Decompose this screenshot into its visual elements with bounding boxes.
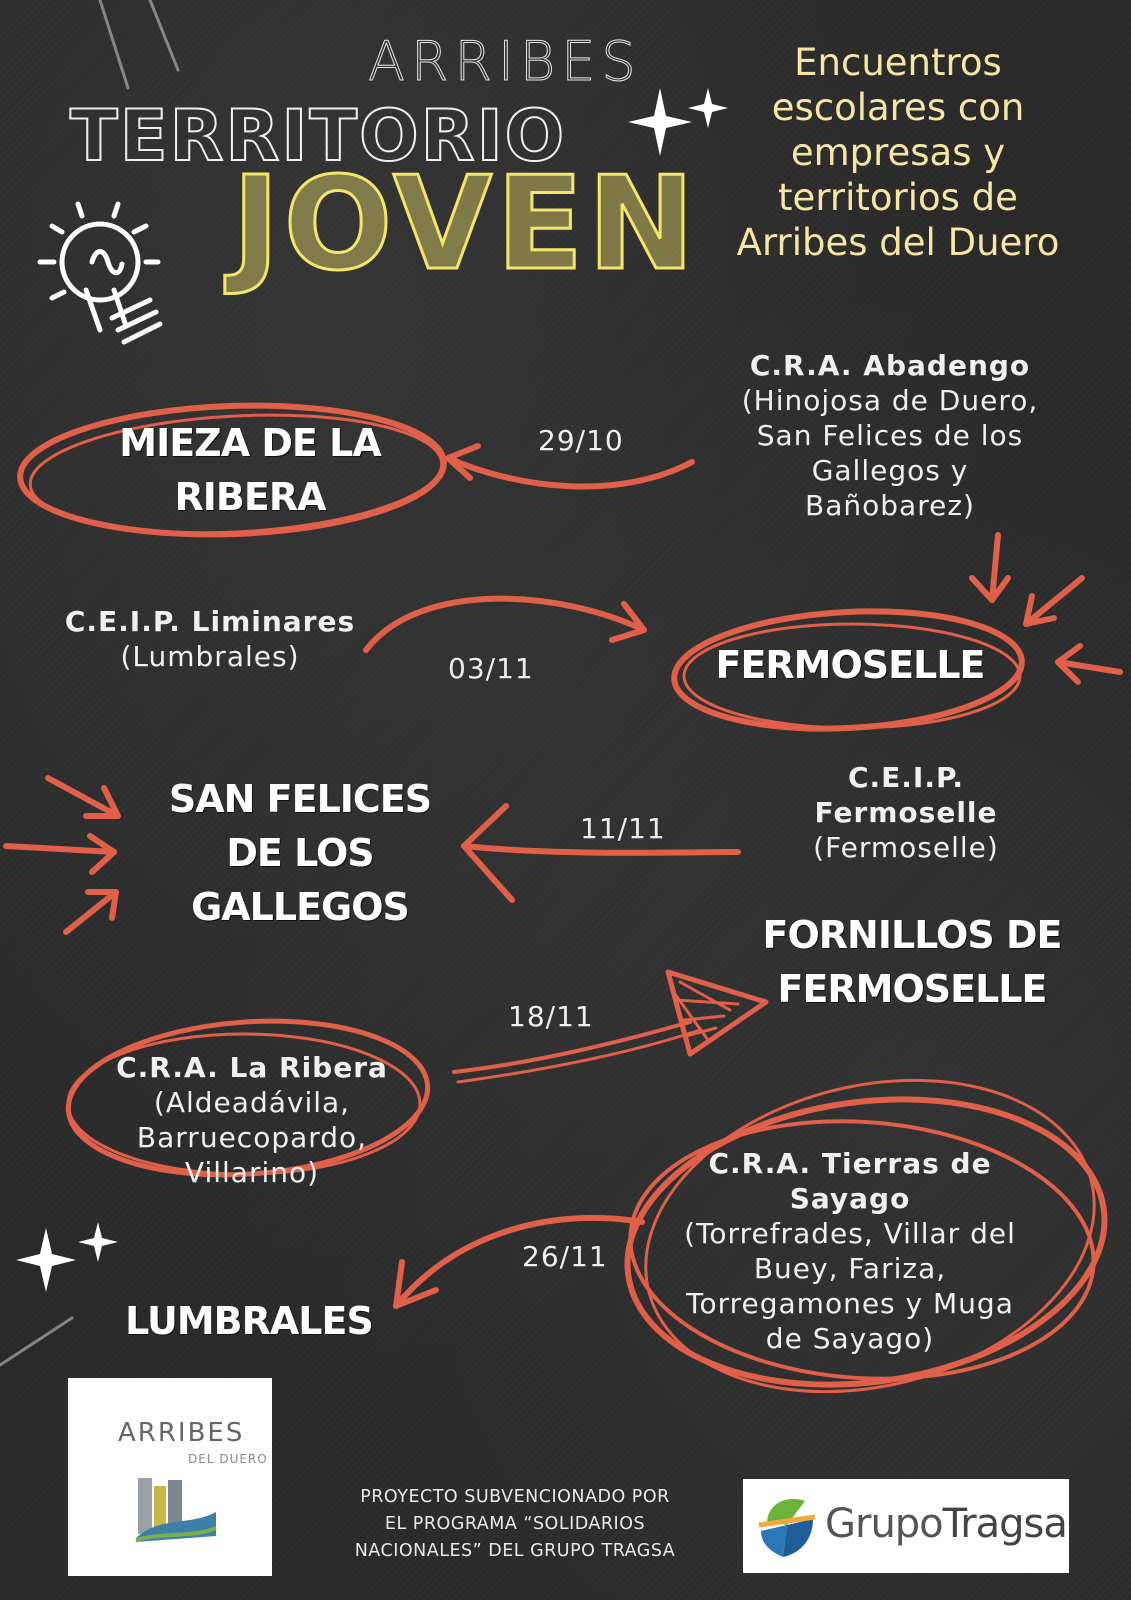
school-towns: (Lumbrales): [120, 640, 300, 673]
date-label: 03/11: [448, 652, 534, 685]
school-name: C.E.I.P. Liminares: [64, 605, 356, 638]
school-towns: Barruecopardo,: [136, 1121, 368, 1154]
school-name: Fermoselle: [814, 796, 998, 829]
destination-line: SAN FELICES: [168, 777, 432, 821]
school-name: C.R.A. Abadengo: [749, 349, 1031, 382]
logo-word-tragsa: Tragsa: [942, 1501, 1067, 1547]
destination-line: RIBERA: [174, 475, 326, 519]
destination-mieza: [90, 416, 410, 524]
school-la-ribera: [112, 1050, 392, 1190]
destination-lumbrales: [104, 1294, 394, 1348]
intro-line: Arribes del Duero: [736, 221, 1060, 264]
intro-line: territorios de: [778, 176, 1018, 219]
school-towns: (Fermoselle): [813, 831, 999, 864]
date-label: 26/11: [522, 1240, 608, 1273]
school-towns: Bañobarez): [805, 489, 975, 522]
destination-fornillos: [752, 908, 1072, 1016]
date-label: 29/10: [538, 424, 624, 457]
school-towns: de Sayago): [765, 1322, 935, 1355]
tragsa-mark-icon: [757, 1491, 817, 1561]
destination-line: LUMBRALES: [125, 1299, 373, 1343]
school-towns: (Aldeadávila,: [153, 1086, 351, 1119]
destination-san-felices: [150, 772, 450, 934]
school-towns: (Hinojosa de Duero,: [741, 384, 1039, 417]
logo-wordmark: [825, 1501, 1067, 1547]
logo-graphic-icon: [130, 1476, 220, 1546]
logo-subtitle: DEL DUERO: [188, 1452, 268, 1466]
intro-line: escolares con: [771, 86, 1025, 129]
destination-line: MIEZA DE LA: [119, 421, 381, 465]
funding-line: PROYECTO SUBVENCIONADO POR: [360, 1487, 670, 1507]
destination-line: DE LOS: [226, 831, 374, 875]
destination-line: FERMOSELLE: [777, 967, 1047, 1011]
title-territorio: TERRITORIO: [70, 95, 567, 177]
title-joven: JOVEN: [232, 150, 699, 299]
school-name: C.E.I.P.: [847, 761, 965, 794]
lightbulb-icon: [40, 204, 160, 342]
destination-line: GALLEGOS: [191, 885, 409, 929]
funding-line: NACIONALES” DEL GRUPO TRAGSA: [354, 1541, 676, 1561]
date-label: 18/11: [508, 1000, 594, 1033]
destination-line: FORNILLOS DE: [762, 913, 1062, 957]
intro-line: Encuentros: [794, 41, 1002, 84]
intro-line: empresas y: [790, 131, 1006, 174]
school-tierras-de-sayago: [660, 1146, 1040, 1356]
intro-text: [688, 40, 1108, 265]
funding-note: [335, 1484, 695, 1565]
school-ceip-fermoselle: [796, 760, 1016, 865]
destination-fermoselle: [700, 638, 1000, 692]
arribes-del-duero-logo: [68, 1378, 272, 1576]
school-towns: (Torrefrades, Villar del: [684, 1217, 1016, 1250]
logo-name: ARRIBES: [118, 1418, 245, 1448]
grupo-tragsa-logo: [743, 1479, 1069, 1573]
school-towns: San Felices de los: [756, 419, 1024, 452]
logo-word-grupo: Grupo: [825, 1501, 943, 1547]
school-abadengo: [700, 348, 1080, 523]
destination-line: FERMOSELLE: [715, 643, 985, 687]
school-towns: Villarino): [184, 1156, 320, 1189]
brand-logo-text: ARRIBES: [368, 30, 642, 93]
date-label: 11/11: [580, 812, 666, 845]
school-name: C.R.A. Tierras de: [708, 1147, 992, 1180]
school-towns: Gallegos y: [811, 454, 969, 487]
school-name: Sayago: [789, 1182, 911, 1215]
school-towns: Buey, Fariza,: [753, 1252, 947, 1285]
funding-line: EL PROGRAMA “SOLIDARIOS: [384, 1514, 646, 1534]
school-towns: Torregamones y Muga: [686, 1287, 1014, 1320]
school-liminares: [60, 604, 360, 674]
school-name: C.R.A. La Ribera: [116, 1051, 388, 1084]
